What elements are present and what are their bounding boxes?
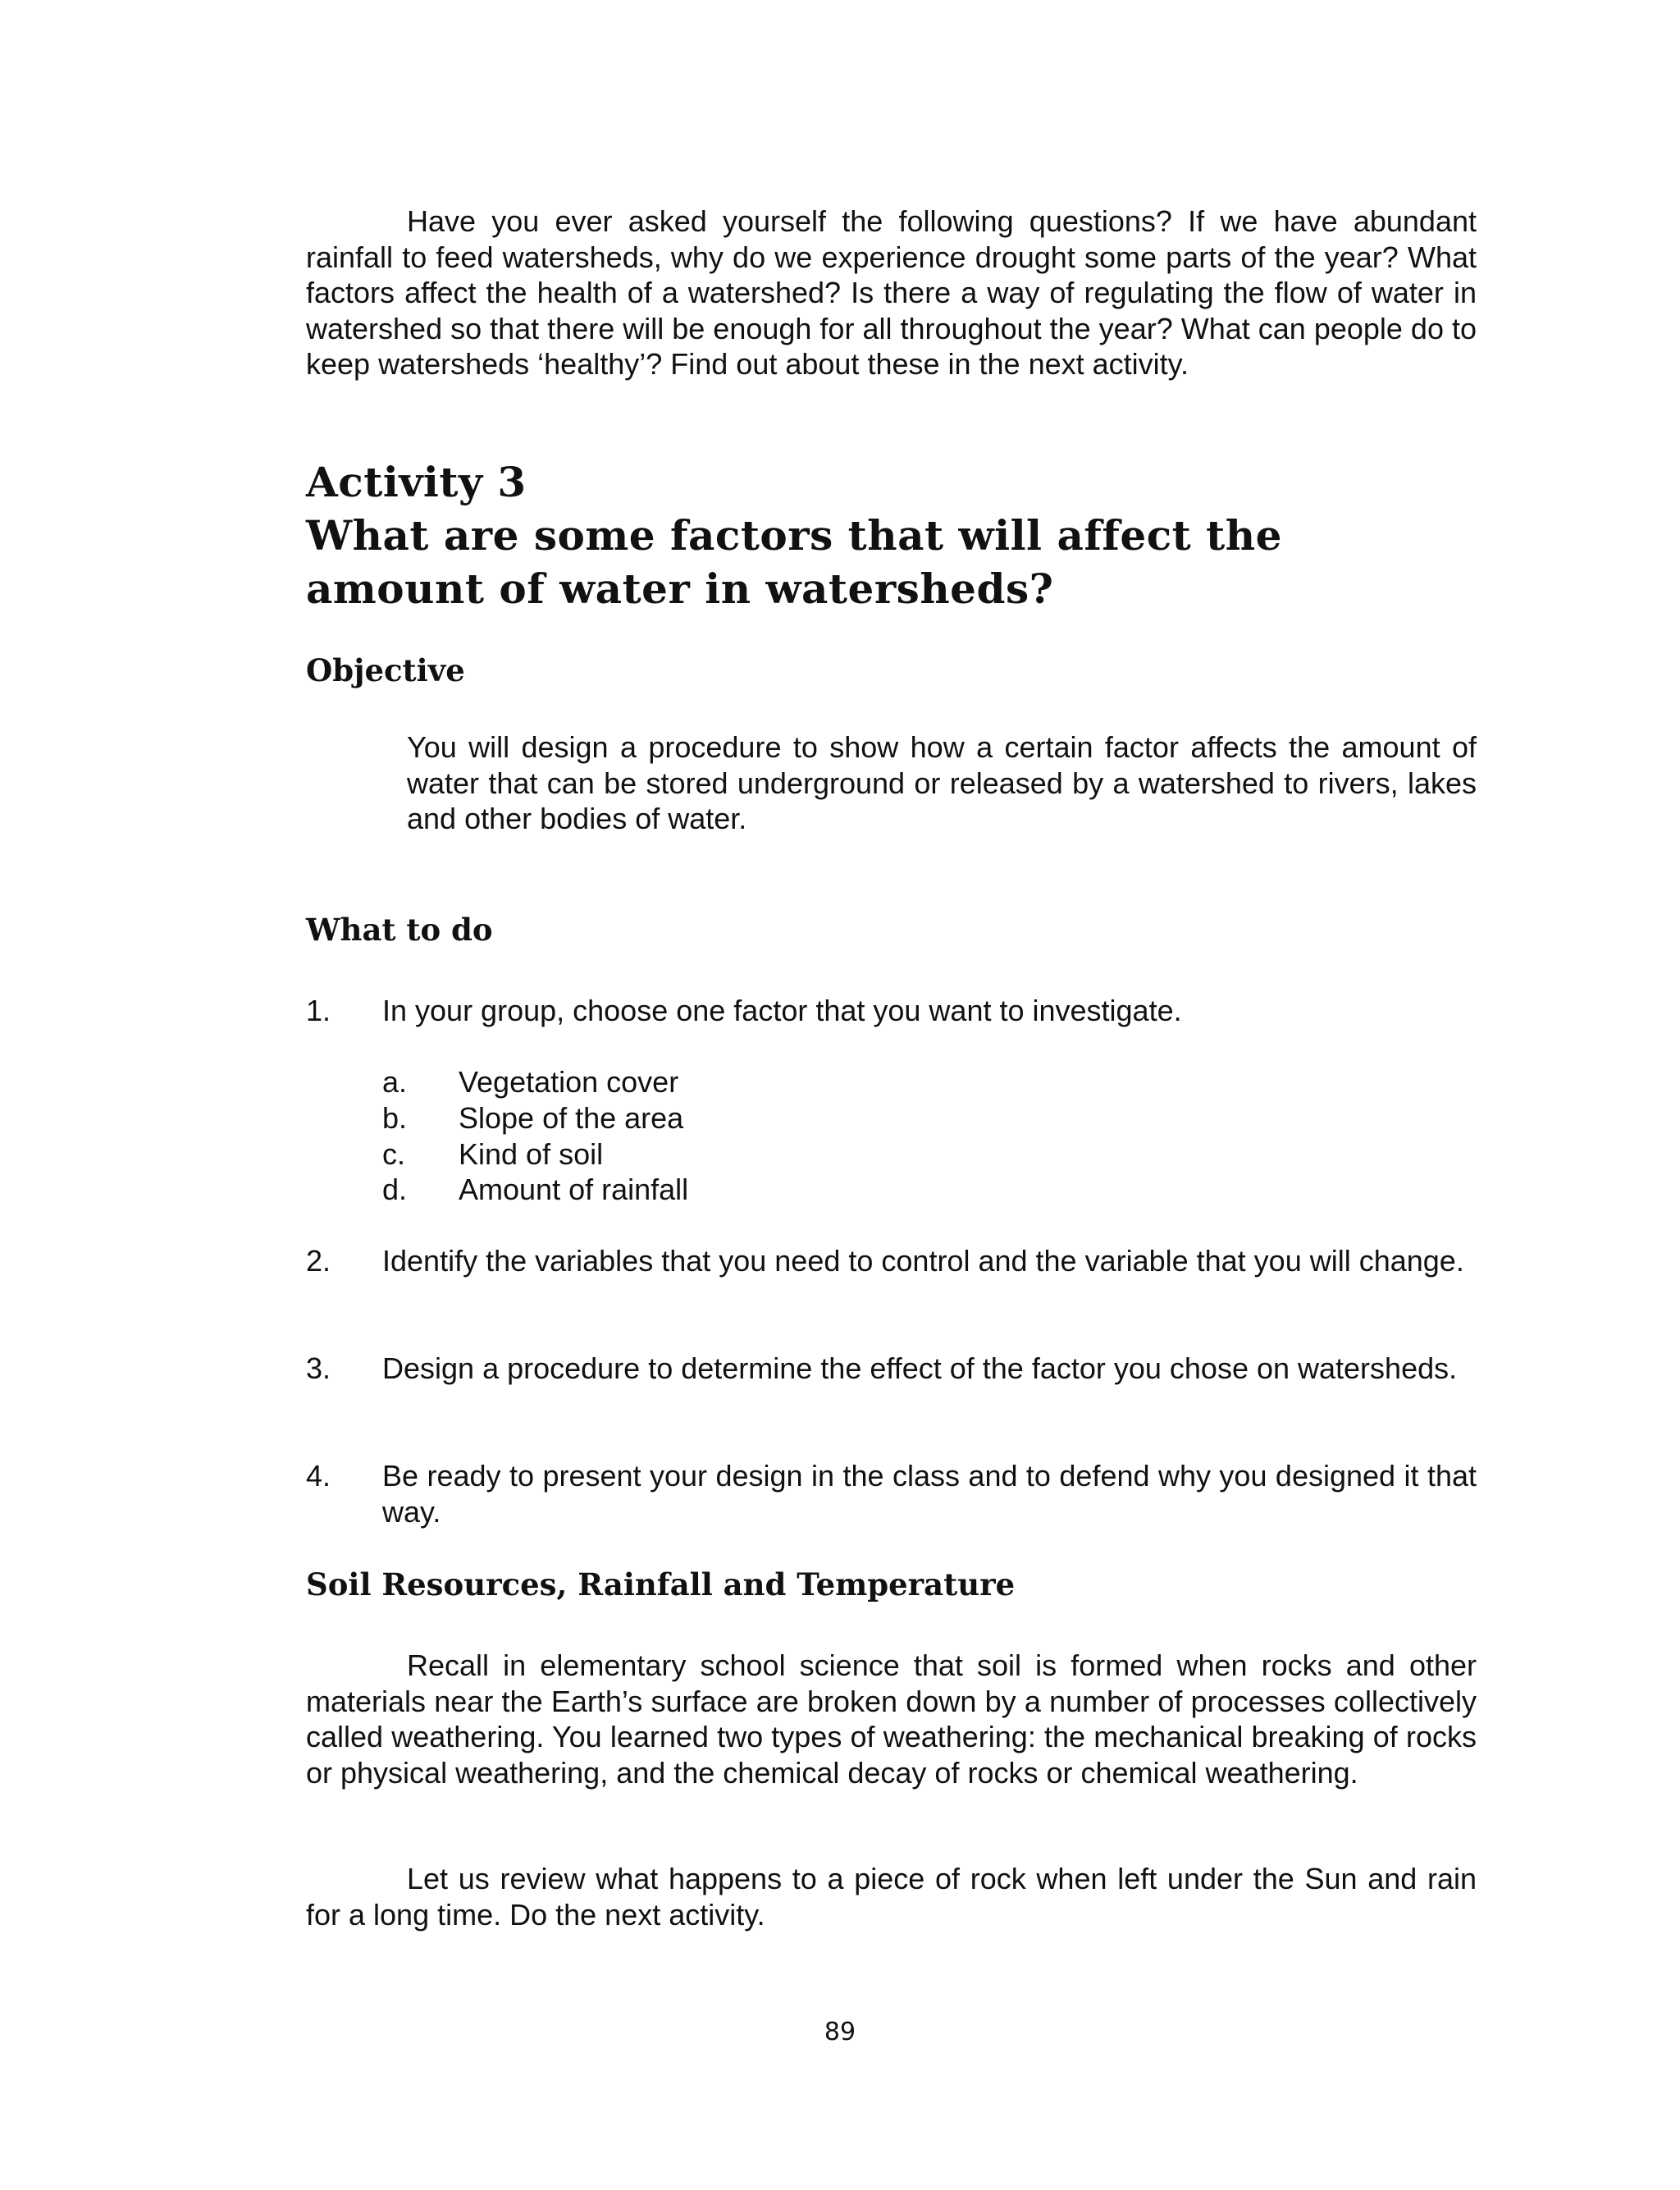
soil-section-heading: Soil Resources, Rainfall and Temperature: [306, 1566, 1016, 1602]
step-number: 2.: [306, 1244, 331, 1278]
list-item-letter: a.: [382, 1065, 408, 1099]
list-item-letter: d.: [382, 1173, 408, 1206]
list-item-text: Amount of rainfall: [459, 1173, 689, 1206]
list-item-text: Slope of the area: [459, 1101, 684, 1135]
activity-title-line-2: amount of water in watersheds?: [306, 565, 1054, 613]
objective-heading: Objective: [306, 652, 465, 688]
what-to-do-heading: What to do: [306, 912, 493, 948]
step-number: 1.: [306, 994, 331, 1027]
intro-paragraph: Have you ever asked yourself the following questions? If we have abundant rainfall to feed watersheds, why do we experience drought some parts of the year? What factors affect the health of a watershed? Is there a way of regulating the flow of water in watershed so that there will be enough for all throughout the year? What can people do to keep watersheds ‘healthy’? Find out about these in the next activity.: [306, 204, 1477, 382]
list-item-text: Vegetation cover: [459, 1065, 679, 1099]
list-item-letter: c.: [382, 1137, 406, 1171]
list-item-text: Kind of soil: [459, 1137, 604, 1171]
activity-title-line-1: What are some factors that will affect the: [306, 511, 1282, 560]
page-number: 89: [824, 2018, 856, 2046]
objective-text: You will design a procedure to show how a certain factor affects the amount of water that can be stored underground or released by a watershed to rivers, lakes and other bodies of water.: [407, 730, 1477, 836]
activity-number: Activity 3: [306, 458, 527, 506]
soil-paragraph-1: Recall in elementary school science that soil is formed when rocks and other materials near the Earth’s surface are broken down by a number of processes collectively called weathering. You learned two types of weathering: the mechanical breaking of rocks or physical weathering, and the chemical decay of rocks or chemical weathering.: [306, 1648, 1477, 1790]
step-number: 4.: [306, 1459, 331, 1493]
step-number: 3.: [306, 1351, 331, 1385]
step-text: Be ready to present your design in the class and to defend why you designed it that way.: [382, 1459, 1477, 1529]
step-text: Design a procedure to determine the effect of the factor you chose on watersheds.: [382, 1351, 1458, 1385]
step-text: Identify the variables that you need to control and the variable that you will change.: [382, 1244, 1464, 1278]
list-item-letter: b.: [382, 1101, 408, 1135]
step-text: In your group, choose one factor that you want to investigate.: [382, 994, 1182, 1027]
soil-paragraph-2: Let us review what happens to a piece of rock when left under the Sun and rain for a long time. Do the next activity.: [306, 1862, 1477, 1932]
